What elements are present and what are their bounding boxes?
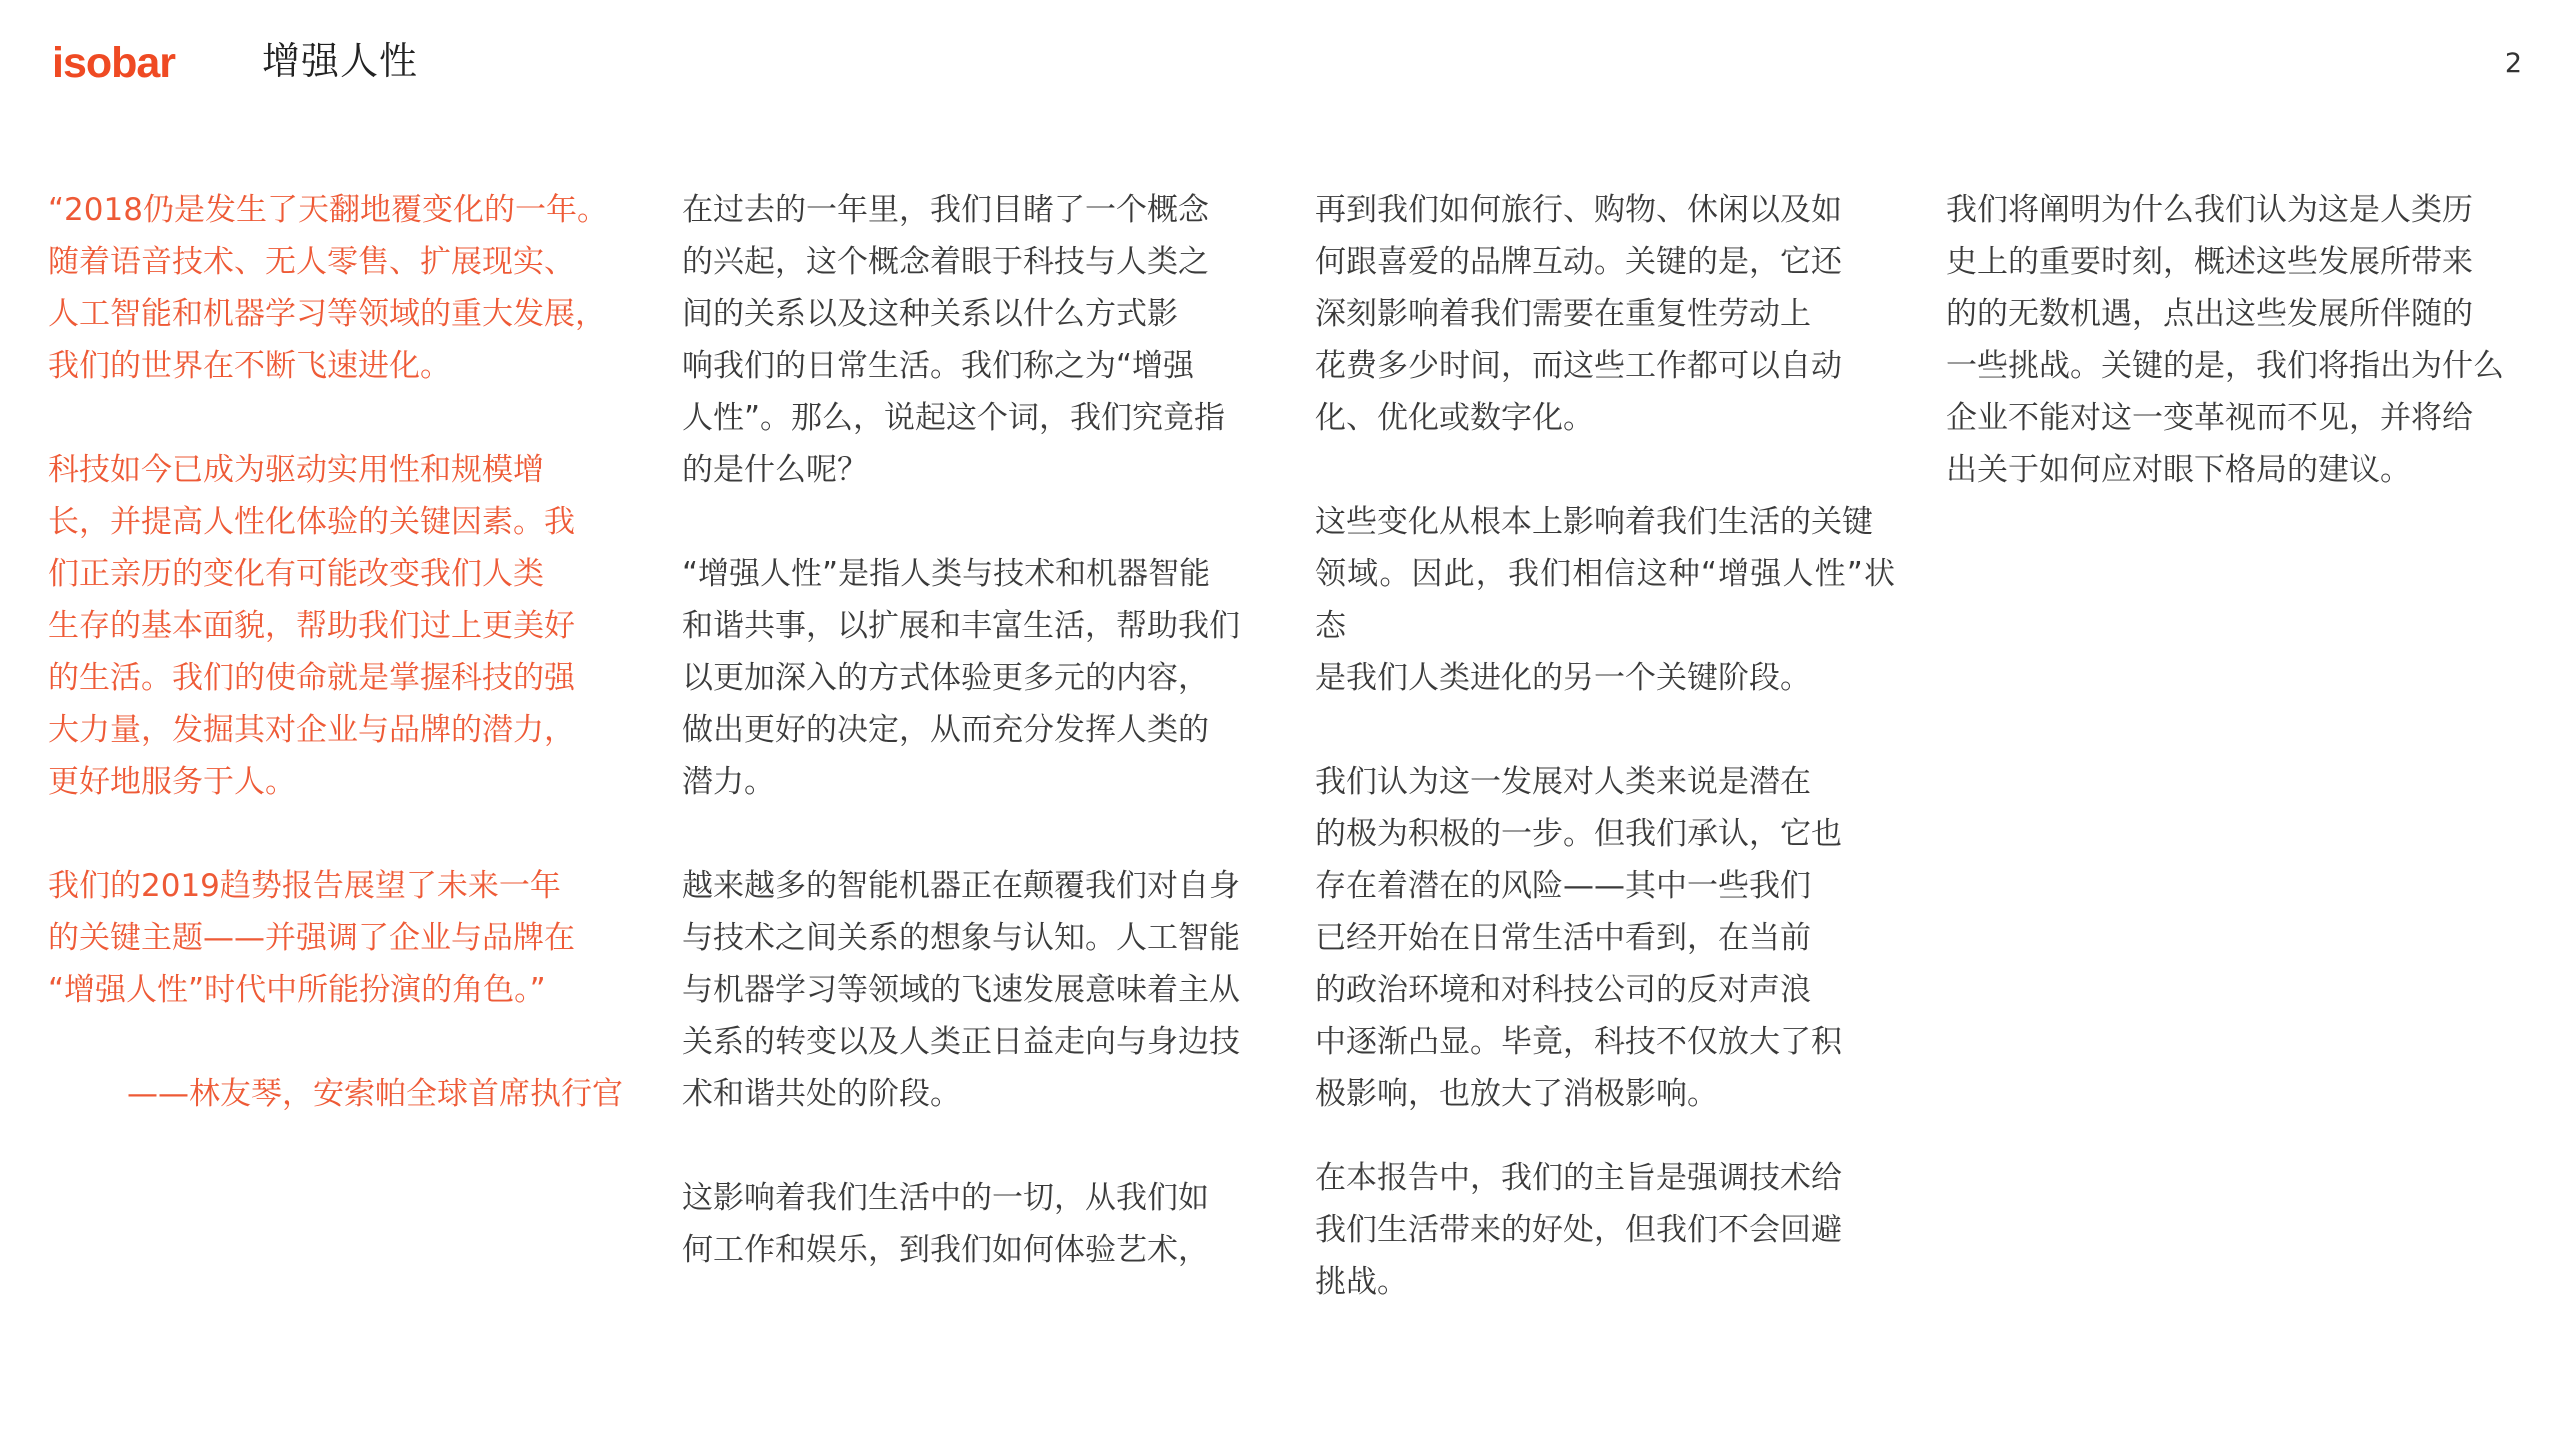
quote-paragraph-2: 科技如今已成为驱动实用性和规模增 长，并提高人性化体验的关键因素。我 们正亲历的变化有可能改变我们人类 生存的基本面貌，帮助我们过上更美好 的生活。我们的使命就是掌握科技的强 大力量，发掘其对企业与品牌的潜力， 更好地服务于人。	[48, 452, 575, 800]
body-column-4	[1946, 184, 2526, 496]
body-paragraph: 再到我们如何旅行、购物、休闲以及如 何跟喜爱的品牌互动。关键的是，它还 深刻影响着我们需要在重复性劳动上 花费多少时间，而这些工作都可以自动 化、优化或数字化。	[1315, 192, 1842, 436]
quote-attribution: ——林友琴，安索帕全球首席执行官	[127, 1076, 623, 1112]
body-paragraph: 我们将阐明为什么我们认为这是人类历 史上的重要时刻，概述这些发展所带来 的的无数机遇，点出这些发展所伴随的 一些挑战。关键的是，我们将指出为什么 企业不能对这一变革视而不见，并将给 出关于如何应对眼下格局的建议。	[1946, 192, 2504, 488]
body-column-2	[682, 184, 1262, 1276]
quote-paragraph-3: 我们的2019趋势报告展望了未来一年 的关键主题——并强调了企业与品牌在 “增强人性”时代中所能扮演的角色。”	[48, 868, 575, 1008]
isobar-logo: isobar	[52, 39, 176, 87]
body-paragraph: 这些变化从根本上影响着我们生活的关键 领域。因此，我们相信这种“增强人性”状态 是我们人类进化的另一个关键阶段。	[1315, 504, 1895, 696]
body-paragraph: 在本报告中，我们的主旨是强调技术给 我们生活带来的好处，但我们不会回避 挑战。	[1315, 1160, 1842, 1300]
body-paragraph: 在过去的一年里，我们目睹了一个概念 的兴起，这个概念着眼于科技与人类之 间的关系以及这种关系以什么方式影 响我们的日常生活。我们称之为“增强 人性”。那么，说起这个词，我们究竟指 的是什么呢？	[682, 192, 1226, 488]
body-paragraph: “增强人性”是指人类与技术和机器智能 和谐共事，以扩展和丰富生活，帮助我们 以更加深入的方式体验更多元的内容， 做出更好的决定，从而充分发挥人类的 潜力。	[682, 556, 1240, 800]
page-title: 增强人性	[262, 39, 419, 83]
quote-column	[48, 184, 628, 1120]
body-column-3	[1315, 184, 1895, 1308]
body-paragraph: 越来越多的智能机器正在颠覆我们对自身 与技术之间关系的想象与认知。人工智能 与机器学习等领域的飞速发展意味着主从 关系的转变以及人类正日益走向与身边技 术和谐共处的阶段。	[682, 868, 1240, 1112]
body-paragraph: 我们认为这一发展对人类来说是潜在 的极为积极的一步。但我们承认，它也 存在着潜在的风险——其中一些我们 已经开始在日常生活中看到，在当前 的政治环境和对科技公司的反对声浪 中逐渐凸显。毕竟，科技不仅放大了积 极影响，也放大了消极影响。	[1315, 764, 1842, 1112]
body-paragraph: 这影响着我们生活中的一切，从我们如 何工作和娱乐，到我们如何体验艺术，	[682, 1180, 1209, 1268]
quote-paragraph-1: “2018仍是发生了天翻地覆变化的一年。 随着语音技术、无人零售、扩展现实、 人工智能和机器学习等领域的重大发展， 我们的世界在不断飞速进化。	[48, 192, 608, 384]
page-number: 2	[2504, 48, 2522, 79]
